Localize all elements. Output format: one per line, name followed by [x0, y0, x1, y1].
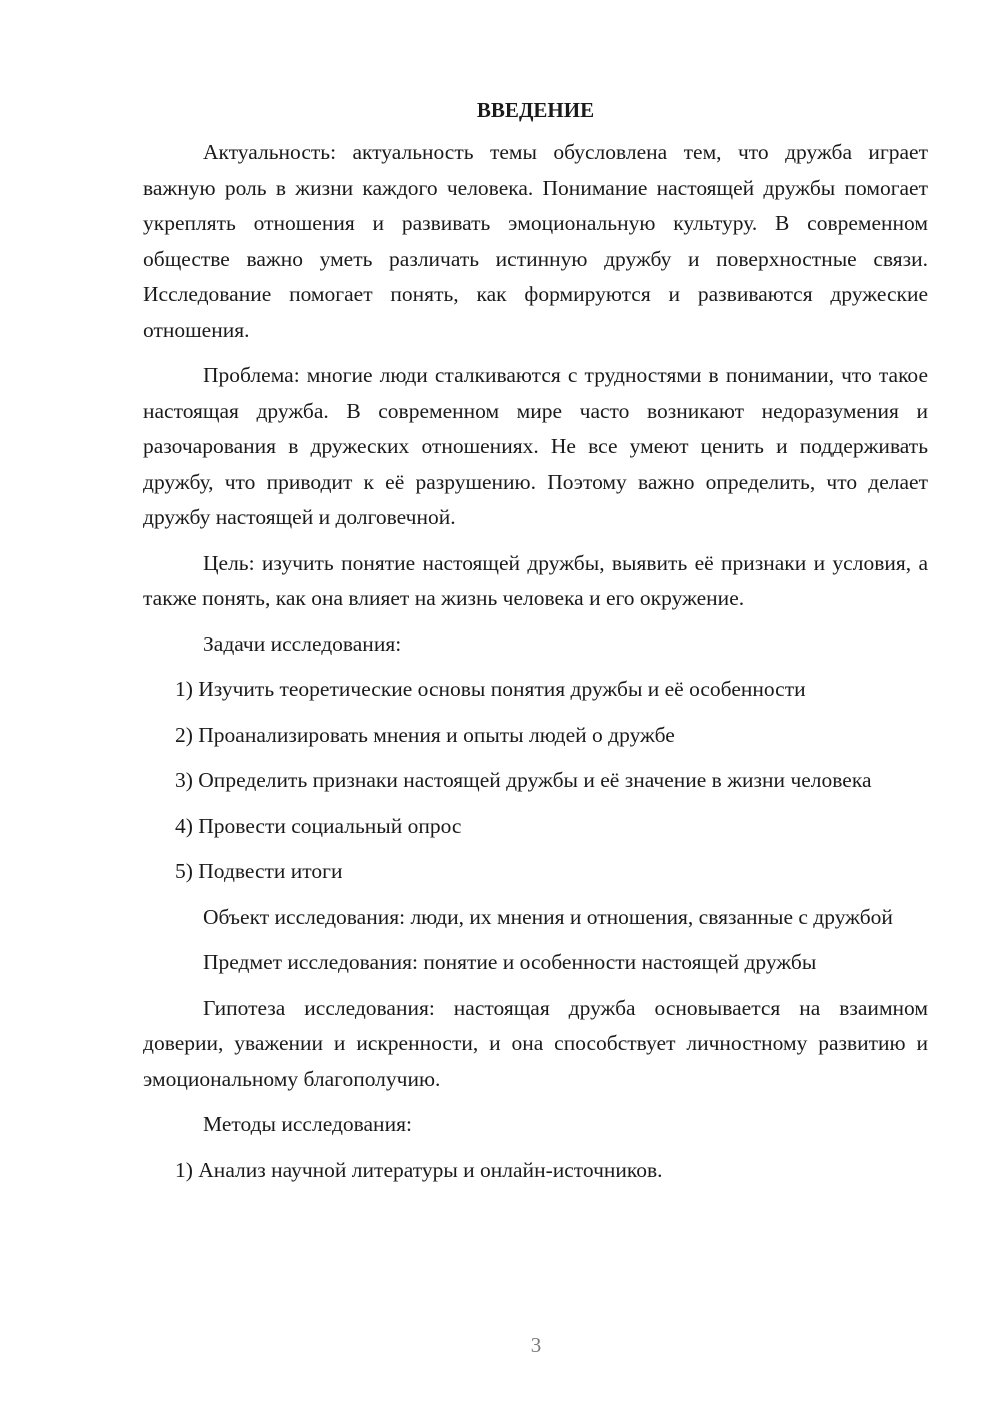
goal-paragraph: Цель: изучить понятие настоящей дружбы, выявить её признаки и условия, а также понять, как она влияет на жизнь человека и его окружение. — [143, 550, 928, 610]
section-title: ВВЕДЕНИЕ — [476, 98, 595, 122]
subject-paragraph: Предмет исследования: понятие и особенности настоящей дружбы — [203, 950, 817, 974]
method-item: 1) Анализ научной литературы и онлайн-источников. — [175, 1157, 663, 1182]
task-item: 2) Проанализировать мнения и опыты людей о дружбе — [175, 722, 675, 747]
object-paragraph: Объект исследования: люди, их мнения и отношения, связанные с дружбой — [203, 904, 893, 929]
task-item: 4) Провести социальный опрос — [175, 813, 462, 838]
page-number: 3 — [530, 1333, 542, 1357]
relevance-paragraph: Актуальность: актуальность темы обусловлена тем, что дружба играет важную роль в жизни каждого человека. Понимание настоящей дружбы помогает укреплять отношения и развивать эмоциональную культуру. В современном обществе важно уметь различать истинную дружбу и поверхностные связи. Исследование помогает понять, как формируются и развиваются дружеские отношения. — [143, 140, 928, 342]
task-item: 1) Изучить теоретические основы понятия дружбы и её особенности — [175, 677, 806, 701]
methods-label: Методы исследования: — [203, 1112, 412, 1136]
task-item: 3) Определить признаки настоящей дружбы и её значение в жизни человека — [175, 768, 872, 792]
problem-paragraph: Проблема: многие люди сталкиваются с трудностями в понимании, что такое настоящая дружба. В современном мире часто возникают недоразумения и разочарования в дружеских отношениях. Не все умеют ценить и поддерживать дружбу, что приводит к её разрушению. Поэтому важно определить, что делает дружбу настоящей и долговечной. — [143, 363, 928, 529]
hypothesis-paragraph: Гипотеза исследования: настоящая дружба основывается на взаимном доверии, уважении и искренности, и она способствует личностному развитию и эмоциональному благополучию. — [143, 995, 928, 1091]
task-item: 5) Подвести итоги — [175, 859, 343, 883]
document-page — [143, 93, 928, 1198]
tasks-label: Задачи исследования: — [203, 631, 402, 656]
